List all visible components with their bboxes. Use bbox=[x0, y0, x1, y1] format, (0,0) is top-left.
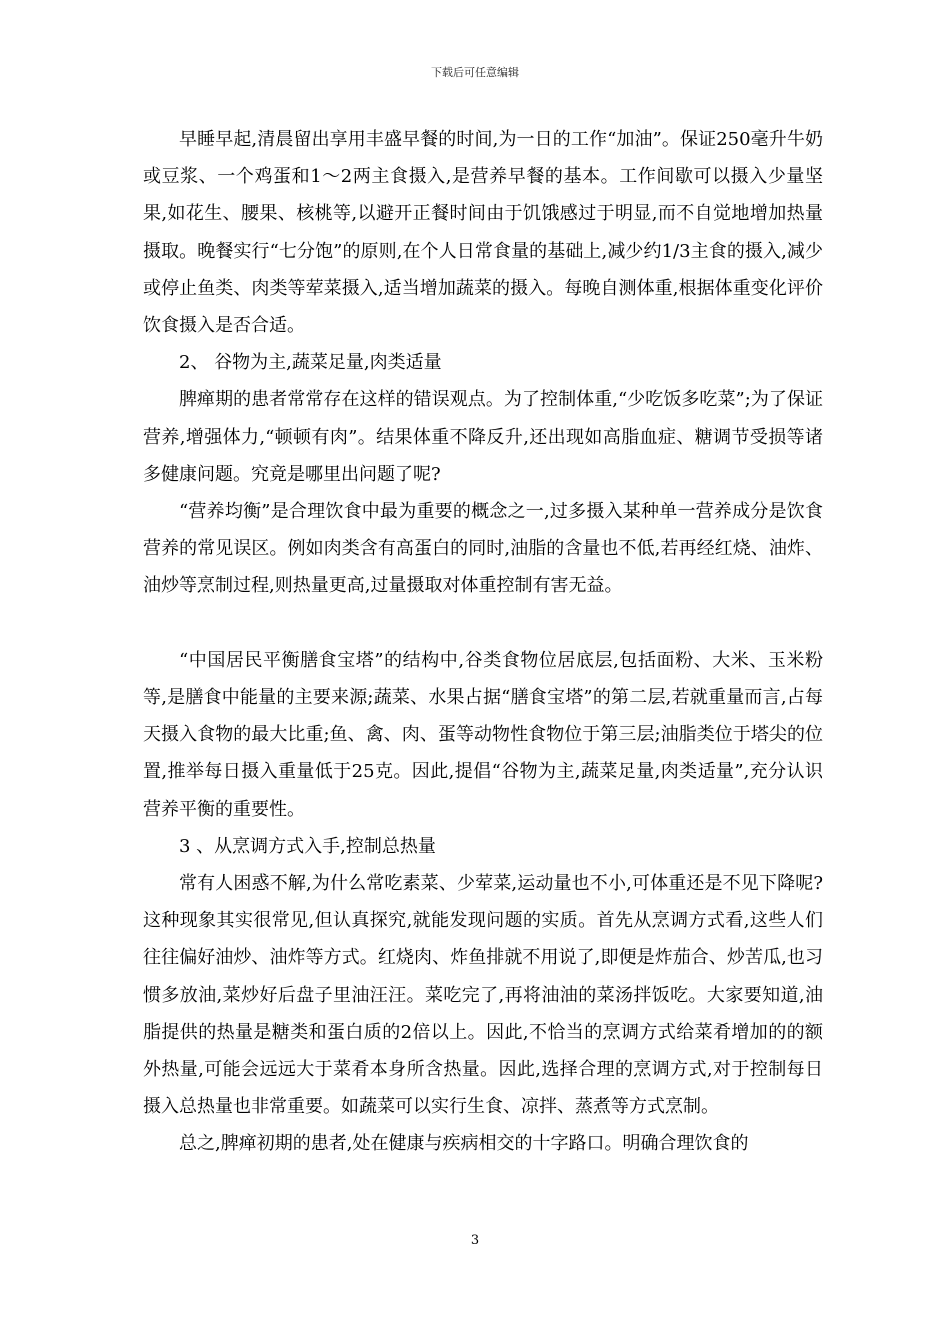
section-heading-3: 3 、从烹调方式入手,控制总热量 bbox=[179, 835, 436, 857]
paragraph-breakfast: 早睡早起,清晨留出享用丰盛早餐的时间,为一日的工作“加油”。保证250毫升牛奶或豆浆、一个鸡蛋和1～2两主食摄入,是营养早餐的基本。工作间歇可以摄入少量坚果,如花生、腰果、核桃等,以避开正餐时间由于饥饿感过于明显,而不自觉地增加热量摄取。晚餐实行“七分饱”的原则,在个人日常食量的基础上,减少约1/3主食的摄入,减少或停止鱼类、肉类等荤菜摄入,适当增加蔬菜的摄入。每晚自测体重,根据体重变化评价饮食摄入是否合适。 bbox=[143, 129, 823, 337]
page-header: 下载后可任意编辑 bbox=[431, 66, 519, 79]
paragraph-nutrition-balance: “营养均衡”是合理饮食中最为重要的概念之一,过多摄入某种单一营养成分是饮食营养的常见误区。例如肉类含有高蛋白的同时,油脂的含量也不低,若再经红烧、油炸、油炒等烹制过程,则热量更高,过量摄取对体重控制有害无益。 bbox=[143, 501, 823, 597]
paragraph-cooking-methods: 常有人困惑不解,为什么常吃素菜、少荤菜,运动量也不小,可体重还是不见下降呢?这种现象其实很常见,但认真探究,就能发现问题的实质。首先从烹调方式看,这些人们往往偏好油炒、油炸等方式。红烧肉、炸鱼排就不用说了,即便是炸茄合、炒苦瓜,也习惯多放油,菜炒好后盘子里油汪汪。菜吃完了,再将油油的菜汤拌饭吃。大家要知道,油脂提供的热量是糖类和蛋白质的2倍以上。因此,不恰当的烹调方式给菜肴增加的的额外热量,可能会远远大于菜肴本身所含热量。因此,选择合理的烹调方式,对于控制每日摄入总热量也非常重要。如蔬菜可以实行生食、凉拌、蒸煮等方式烹制。 bbox=[143, 873, 823, 1118]
document-body bbox=[143, 121, 823, 1163]
page-number: 3 bbox=[470, 1233, 480, 1248]
paragraph-misconception: 脾瘅期的患者常常存在这样的错误观点。为了控制体重,“少吃饭多吃菜”;为了保证营养,增强体力,“顿顿有肉”。结果体重不降反升,还出现如高脂血症、糖调节受损等诸多健康问题。究竟是哪里出问题了呢? bbox=[143, 389, 823, 485]
section-heading-2: 2、 谷物为主,蔬菜足量,肉类适量 bbox=[179, 352, 442, 374]
blank-line bbox=[143, 605, 823, 642]
paragraph-food-pagoda: “中国居民平衡膳食宝塔”的结构中,谷类食物位居底层,包括面粉、大米、玉米粉等,是膳食中能量的主要来源;蔬菜、水果占据“膳食宝塔”的第二层,若就重量而言,占每天摄入食物的最大比重;鱼、禽、肉、蛋等动物性食物位于第三层;油脂类位于塔尖的位置,推举每日摄入重量低于25克。因此,提倡“谷物为主,蔬菜足量,肉类适量”,充分认识营养平衡的重要性。 bbox=[143, 649, 823, 820]
paragraph-conclusion: 总之,脾瘅初期的患者,处在健康与疾病相交的十字路口。明确合理饮食的 bbox=[179, 1133, 749, 1155]
